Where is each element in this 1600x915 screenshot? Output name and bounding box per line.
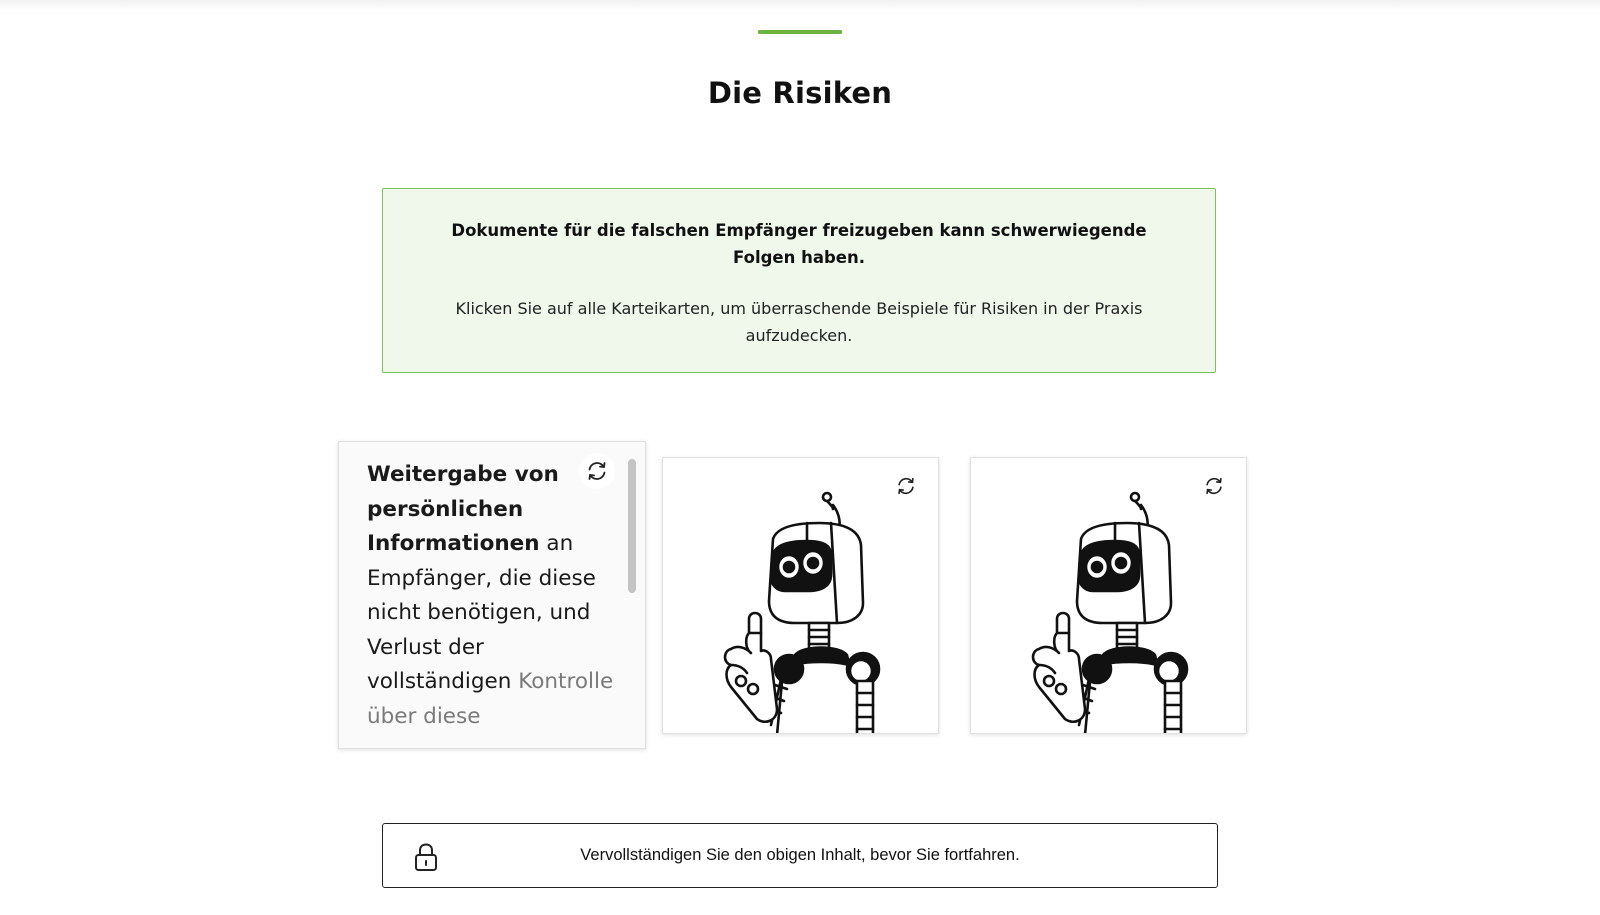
card-scrollbar[interactable] (628, 459, 636, 731)
header-shadow (0, 0, 1600, 10)
refresh-icon (1203, 475, 1225, 497)
flashcard-2[interactable] (662, 457, 939, 734)
refresh-icon (585, 459, 609, 483)
flashcard-text-faded: Kontrolle über diese (367, 669, 614, 729)
robot-illustration (1019, 473, 1209, 733)
flip-button[interactable] (1196, 468, 1232, 504)
info-instruction: Klicken Sie auf alle Karteikarten, um überraschende Beispiele für Risiken in der Praxis aufzudecken. (455, 299, 1143, 345)
flashcard-back-text (367, 458, 617, 734)
lock-message: Vervollständigen Sie den obigen Inhalt, bevor Sie fortfahren. (580, 846, 1020, 864)
info-heading: Dokumente für die falschen Empfänger freizugeben kann schwerwiegende Folgen haben. (451, 221, 1147, 267)
refresh-icon (895, 475, 917, 497)
robot-illustration (711, 473, 901, 733)
section-title: Die Risiken (707, 76, 893, 110)
flashcard-1[interactable] (338, 441, 646, 749)
flashcard-text-regular: an Empfänger, die diese nicht benötigen, und Verlust der vollständigen (367, 531, 596, 694)
flashcard-text-bold: Weitergabe von persönlichen Informationen (367, 462, 559, 556)
flip-button[interactable] (888, 468, 924, 504)
continue-lock-bar (382, 823, 1218, 888)
accent-divider (758, 30, 842, 34)
scrollbar-thumb[interactable] (628, 459, 636, 593)
flip-button[interactable] (579, 453, 615, 489)
info-callout (382, 188, 1216, 373)
flashcard-3[interactable] (970, 457, 1247, 734)
